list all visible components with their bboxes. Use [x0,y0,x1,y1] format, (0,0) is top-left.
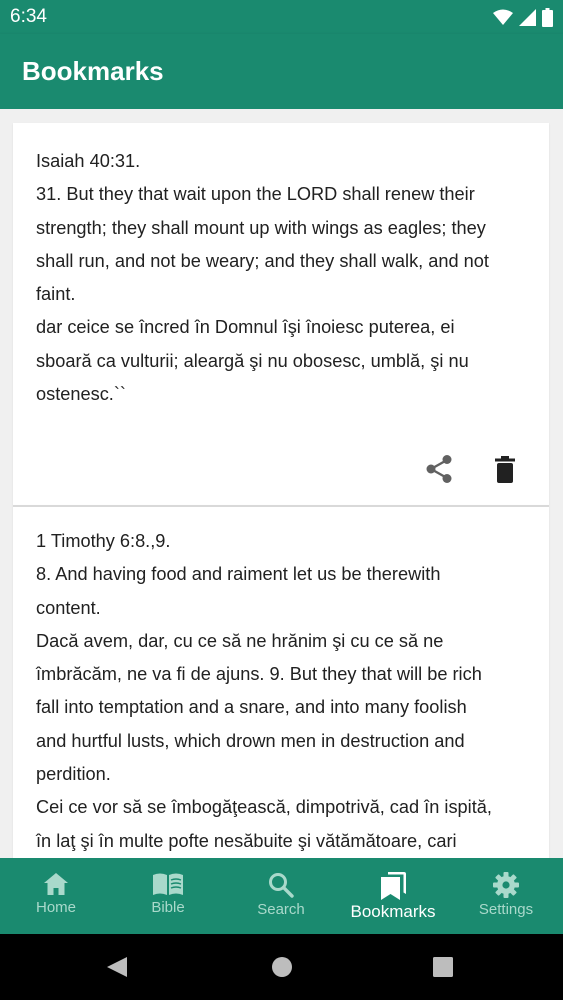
home-circle-icon[interactable] [271,956,293,978]
bookmark-card[interactable] [13,505,549,858]
bookmark-line: dar ceice se încred în Domnul îşi înoiesc puterea, ei [36,317,455,338]
delete-button[interactable] [494,456,516,484]
bookmarks-icon [380,872,406,900]
bookmark-line: strength; they shall mount up with wings as eagles; they [36,217,486,238]
bookmark-reference: 1 Timothy 6:8.,9. [36,531,171,551]
settings-gear-icon [493,872,519,898]
bookmark-line: Cei ce vor să se îmbogăţească, dimpotrivă, cad în ispită, [36,797,492,818]
battery-icon [542,8,553,27]
bookmark-line: Dacă avem, dar, cu ce să ne hrănim şi cu ce să ne [36,630,444,651]
nav-item-bookmarks[interactable] [337,858,449,934]
bottom-navigation [0,858,563,934]
bookmark-line: îmbrăcăm, ne va fi de ajuns. 9. But they that will be rich [36,664,482,685]
bookmark-reference: Isaiah 40:31. [36,151,141,171]
bookmark-line: 8. And having food and raiment let us be therewith [36,564,441,585]
bookmark-line: sboară ca vulturii; aleargă şi nu obosesc, umblă, şi nu [36,350,469,371]
bookmark-line: content. [36,597,101,618]
nav-label: Search [257,901,305,918]
bookmark-line: and hurtful lusts, which drown men in destruction and [36,730,465,751]
status-time: 6:34 [10,6,47,27]
bookmark-line: 31. But they that wait upon the LORD shall renew their [36,184,475,205]
share-icon [425,454,453,484]
status-icons [493,6,553,28]
nav-label: Bible [151,899,185,916]
share-button[interactable] [425,454,453,484]
wifi-icon [493,9,513,26]
nav-item-home[interactable] [0,858,112,934]
bookmark-text [36,145,526,411]
recent-apps-icon[interactable] [432,956,454,978]
bookmark-line: fall into temptation and a snare, and into many foolish [36,697,467,718]
nav-item-settings[interactable] [450,858,562,934]
book-icon [152,872,184,896]
nav-label: Home [35,899,76,916]
bookmark-card[interactable] [13,123,549,505]
bookmark-line: perdition. [36,764,111,785]
nav-item-search[interactable] [225,858,337,934]
search-icon [268,872,294,898]
nav-label: Bookmarks [350,902,436,921]
trash-icon [494,456,516,484]
page-title: Bookmarks [22,56,164,86]
back-icon[interactable] [105,956,129,978]
cell-signal-icon [519,9,536,26]
bookmark-line: shall run, and not be weary; and they shall walk, and not [36,250,489,271]
home-icon [43,872,69,896]
bookmark-line: ostenesc.`` [36,384,126,405]
bookmark-line: în laţ şi în multe pofte nesăbuite şi vătămătoare, cari [36,830,457,851]
status-bar [0,0,563,34]
system-navigation-bar [0,934,563,1000]
nav-item-bible[interactable] [112,858,224,934]
nav-label: Settings [478,901,534,918]
bookmark-list[interactable] [0,109,563,858]
bookmark-text [36,525,526,858]
app-bar [0,34,563,109]
bookmark-line: faint. [36,284,76,305]
